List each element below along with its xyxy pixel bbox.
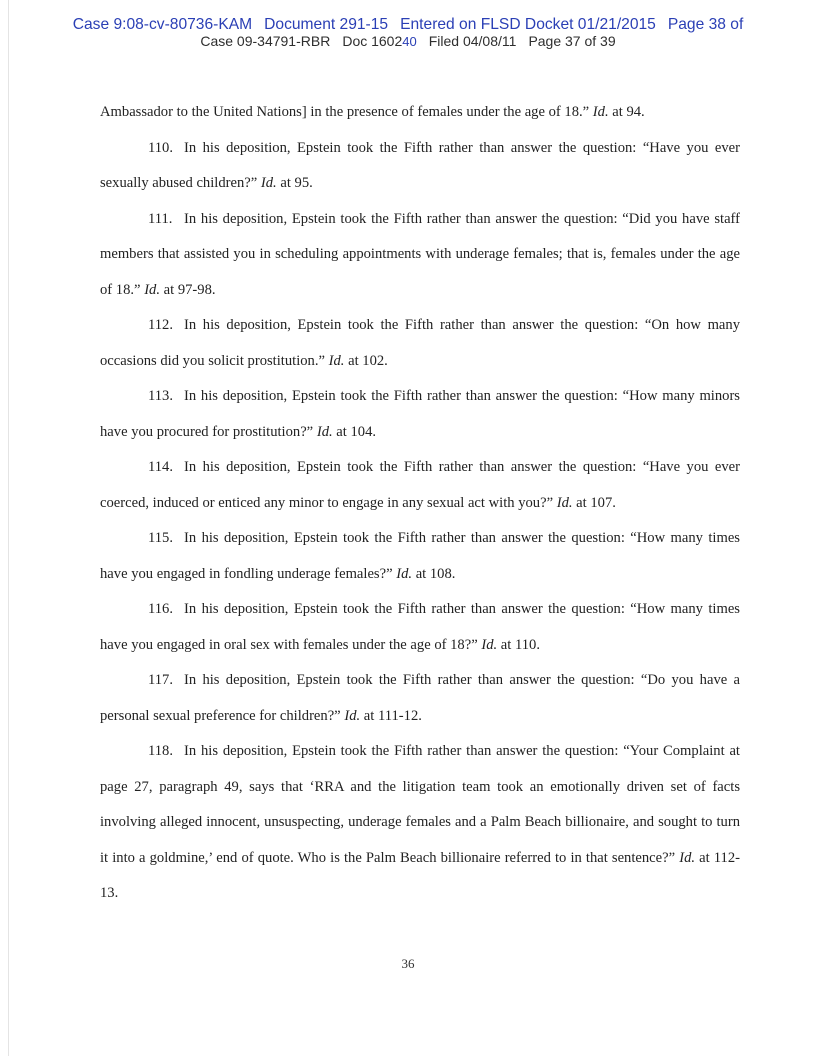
citation-ref: at 104. [336,423,377,440]
paragraph-text: In his deposition, Epstein took the Fifth rather than answer the question: “How many times have you engaged in fondling underage females?” [100,530,740,582]
bankruptcy-stamp [0,34,816,48]
paragraph [100,202,740,309]
citation-ref: at 107. [576,494,616,511]
case-number: Case 9:08-cv-80736-KAM [72,16,253,33]
page-edge [8,0,9,1056]
citation: Id. [396,565,413,582]
paragraph-number: 110. [148,139,173,156]
paragraph-text: In his deposition, Epstein took the Fifth rather than answer the question: “How many times have you engaged in oral sex with females under the age of 18?” [100,601,740,653]
paragraph [100,450,740,521]
paragraph-number: 116. [148,601,173,617]
bk-case-number: Case 09-34791-RBR [200,32,331,49]
paragraph [100,592,740,663]
paragraph-text: In his deposition, Epstein took the Fifth rather than answer the question: “Did you have staff members that assisted you in scheduling appointments with underage females; that is, females under the age of 18.” [100,210,740,298]
paragraph-text: In his deposition, Epstein took the Fifth rather than answer the question: “Have you ever sexually abused children?” [100,139,740,191]
paragraph-number: 118. [148,743,173,759]
paragraph-text: In his deposition, Epstein took the Fifth rather than answer the question: “Do you have a personal sexual preference for children?” [100,672,740,724]
paragraph-number: 115. [148,530,173,546]
paragraph [100,663,740,734]
citation: Id. [556,494,573,511]
citation: Id. [592,104,609,120]
citation: Id. [144,281,160,298]
paragraph [100,521,740,592]
citation: Id. [260,175,277,191]
citation: Id. [344,707,361,724]
intro-continuation: Ambassador to the United Nations] in the presence of females under the age of 18.” Id. at 94. [100,104,645,120]
citation-ref: at 97-98. [163,281,216,298]
citation-ref: at 112-13. [100,849,741,901]
district-court-stamp [0,17,816,33]
paragraph-text: In his deposition, Epstein took the Fifth rather than answer the question: “Have you ever coerced, induced or enticed any minor to engage in any sexual act with you?” [100,459,740,511]
paragraph-number: 117. [148,672,173,688]
paragraph-number: 111. [148,210,173,227]
citation-ref: at 110. [500,636,540,653]
numbered-paragraphs [100,131,740,912]
citation: Id. [328,352,345,369]
paragraph-number: 113. [148,388,173,404]
citation-ref: at 108. [415,565,456,582]
bk-doc-overlay: 40 [402,33,417,49]
bk-doc-number: Doc 160240 [342,32,417,49]
paragraph [100,734,740,912]
citation-ref: at 102. [348,352,388,369]
bk-filed-date: Filed 04/08/11 [428,32,517,49]
paragraph [100,131,740,202]
citation: Id. [481,636,498,653]
paragraph-text: In his deposition, Epstein took the Fifth rather than answer the question: “How many minors have you procured for prostitution?” [100,388,740,440]
document-number: Document 291-15 [264,16,389,33]
paragraph [100,379,740,450]
docket-stamp [0,17,816,48]
docket-entry: Entered on FLSD Docket 01/21/2015 [400,16,656,33]
citation: Id. [679,849,696,866]
paragraph-text: In his deposition, Epstein took the Fifth rather than answer the question: “Your Complaint at page 27, paragraph 49, says that ‘RRA and the litigation team took an emotionally driven set of facts involving alleged innocent, unsuspecting, underage females and a Palm Beach billionaire, and sought to turn it into a goldmine,’ end of quote. Who is the Palm Beach billionaire referred to in that sentence?” [100,743,740,866]
document-body [100,95,740,912]
citation-ref: at 94. [612,104,645,120]
citation: Id. [316,423,333,440]
paragraph-number: 114. [148,459,173,475]
paragraph [100,308,740,379]
paragraph-number: 112. [148,317,173,333]
bk-page: Page 37 of 39 [528,32,616,49]
paragraph-text: In his deposition, Epstein took the Fifth rather than answer the question: “On how many occasions did you solicit prostitution.” [100,317,740,369]
page-number: 36 [401,956,415,971]
page-of: Page 38 of [667,16,744,33]
citation-ref: at 111-12. [363,707,422,724]
citation-ref: at 95. [280,175,313,191]
